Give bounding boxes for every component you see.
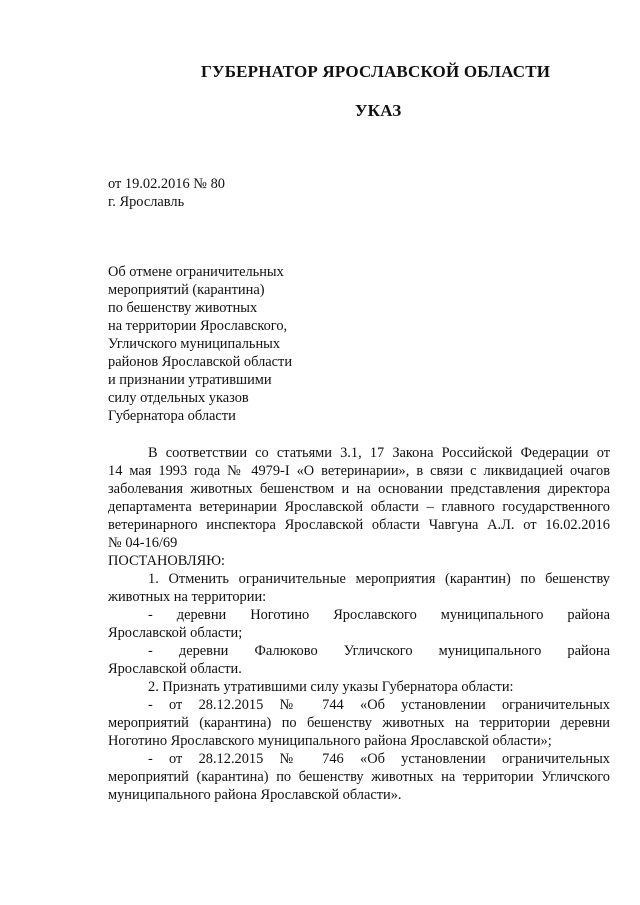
subject-line: мероприятий (карантина) xyxy=(108,282,265,298)
document-type-title: УКАЗ xyxy=(355,101,402,120)
preamble-line: 14 мая 1993 года № 4979-I «О ветеринарии», в связи с ликвидацией очагов xyxy=(108,463,610,479)
preamble-line: № 04-16/69 xyxy=(108,535,178,551)
document-subject xyxy=(108,263,292,425)
subject-line: районов Ярославской области xyxy=(108,354,293,370)
subject-line: Угличского муниципальных xyxy=(108,336,281,352)
date-number: от 19.02.2016 № 80 xyxy=(108,176,225,192)
item-1-subitem-line: - деревни Ноготино Ярославского муниципального района xyxy=(148,607,610,623)
document-header-title: ГУБЕРНАТОР ЯРОСЛАВСКОЙ ОБЛАСТИ xyxy=(201,62,551,81)
item-1-subitem-line: Ярославской области. xyxy=(108,661,242,677)
item-2-subitem-line: мероприятий (карантина) по бешенству животных на территории Угличского xyxy=(108,769,610,785)
subject-line: по бешенству животных xyxy=(108,300,258,316)
item-2-subitem-line: Ноготино Ярославского муниципального района Ярославской области»; xyxy=(108,733,552,749)
item-1-line: животных на территории: xyxy=(108,589,267,605)
subject-line: Об отмене ограничительных xyxy=(108,264,284,280)
city: г. Ярославль xyxy=(108,194,185,210)
item-2-line: 2. Признать утратившими силу указы Губернатора области: xyxy=(148,679,514,695)
item-1-line: 1. Отменить ограничительные мероприятия (карантин) по бешенству xyxy=(148,571,610,587)
decree-word: ПОСТАНОВЛЯЮ: xyxy=(108,553,226,569)
item-2-subitem-line: муниципального района Ярославской области». xyxy=(108,787,402,803)
item-2-subitem-line: - от 28.12.2015 № 746 «Об установлении ограничительных xyxy=(148,751,610,767)
subject-line: на территории Ярославского, xyxy=(108,318,288,334)
subject-line: силу отдельных указов xyxy=(108,390,249,406)
item-1-subitem-line: - деревни Фалюково Угличского муниципального района xyxy=(148,643,610,659)
item-2-subitem-line: мероприятий (карантина) по бешенству животных на территории деревни xyxy=(108,715,610,731)
subject-line: и признании утратившими xyxy=(108,372,272,388)
preamble-line: заболевания животных бешенством и на основании представления директора xyxy=(108,481,610,497)
preamble-line: ветеринарного инспектора Ярославской области Чавгуна А.Л. от 16.02.2016 xyxy=(108,517,610,533)
preamble-line: В соответствии со статьями 3.1, 17 Закона Российской Федерации от xyxy=(148,445,610,461)
preamble-line: департамента ветеринарии Ярославской области – главного государственного xyxy=(108,499,610,515)
subject-line: Губернатора области xyxy=(108,408,236,424)
item-2-subitem-line: - от 28.12.2015 № 744 «Об установлении ограничительных xyxy=(148,697,610,713)
item-1-subitem-line: Ярославской области; xyxy=(108,625,243,641)
